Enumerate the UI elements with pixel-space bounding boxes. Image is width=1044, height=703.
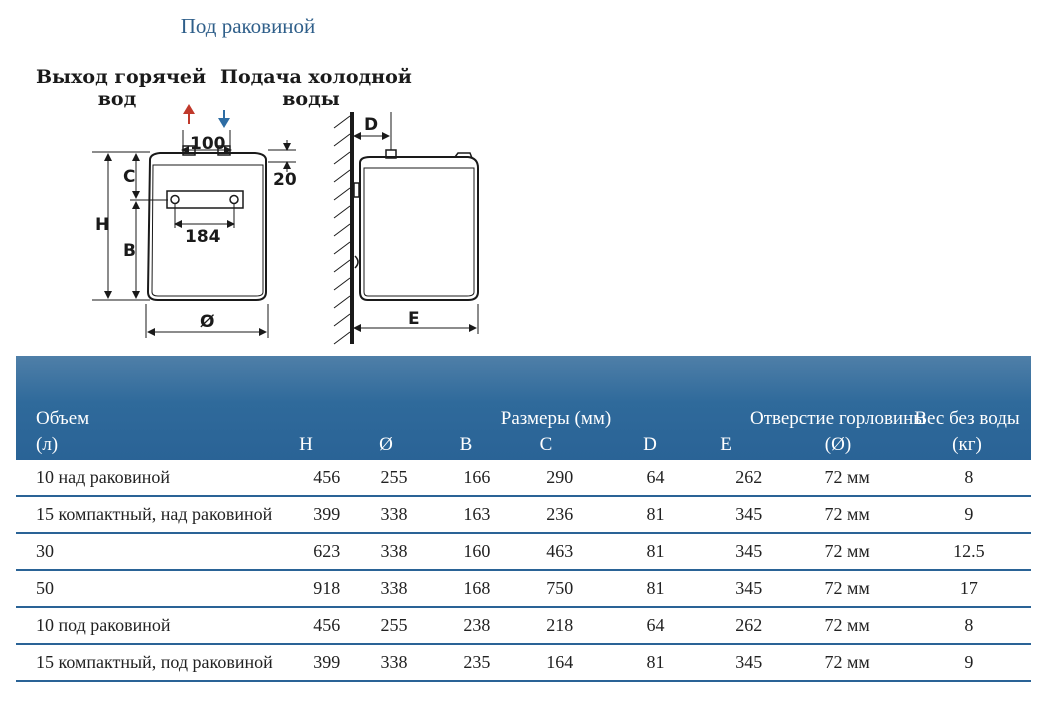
cell-C: 218 (518, 607, 601, 644)
side-tank-outline (360, 157, 478, 300)
header-weight: Вес без воды (914, 408, 1020, 429)
cell-D: 81 (601, 496, 710, 533)
cell-E: 262 (710, 460, 788, 496)
spec-table (16, 460, 1031, 682)
row-name: 30 (16, 533, 301, 570)
cell-H: 399 (301, 644, 353, 681)
cell-neck: 72 мм (788, 533, 907, 570)
side-bracket (354, 183, 359, 197)
bracket-hole-left (171, 196, 179, 204)
cell-E: 262 (710, 607, 788, 644)
cell-weight: 8 (907, 607, 1031, 644)
cell-E: 345 (710, 644, 788, 681)
cell-H: 918 (301, 570, 353, 607)
cell-H: 456 (301, 607, 353, 644)
table-row (16, 570, 1031, 607)
header-neck: Отверстие горловины (749, 408, 927, 429)
cell-weight: 9 (907, 496, 1031, 533)
header-volume: Объем (36, 408, 90, 429)
dim-B: B (123, 241, 136, 261)
header-H: H (299, 434, 313, 455)
header-neck-unit: (Ø) (824, 434, 852, 455)
table-row (16, 533, 1031, 570)
dim-H: H (95, 215, 110, 235)
spec-table-section (16, 356, 1031, 686)
cell-C: 463 (518, 533, 601, 570)
cell-neck: 72 мм (788, 607, 907, 644)
cell-B: 163 (435, 496, 518, 533)
bracket-hole-right (230, 196, 238, 204)
cell-D: 81 (601, 570, 710, 607)
cell-diameter: 338 (353, 533, 436, 570)
cell-weight: 17 (907, 570, 1031, 607)
cell-D: 64 (601, 607, 710, 644)
cell-C: 236 (518, 496, 601, 533)
cell-neck: 72 мм (788, 644, 907, 681)
dim-E: E (408, 309, 420, 329)
header-weight-unit: (кг) (952, 434, 982, 455)
cell-neck: 72 мм (788, 496, 907, 533)
front-view (148, 146, 266, 300)
row-name: 50 (16, 570, 301, 607)
cell-diameter: 338 (353, 644, 436, 681)
dim-spacing-top: 100 (190, 134, 226, 154)
header-dims-group: Размеры (мм) (500, 408, 612, 429)
cell-E: 345 (710, 533, 788, 570)
cell-H: 456 (301, 460, 353, 496)
cell-H: 623 (301, 533, 353, 570)
cell-weight: 8 (907, 460, 1031, 496)
cell-D: 64 (601, 460, 710, 496)
cell-B: 168 (435, 570, 518, 607)
cell-C: 164 (518, 644, 601, 681)
side-view (334, 112, 478, 344)
hot-outlet-label-text: Выход горячей вод (36, 66, 207, 110)
cell-C: 290 (518, 460, 601, 496)
header-C: C (539, 434, 553, 455)
dim-diameter: Ø (200, 312, 215, 332)
dim-D: D (364, 115, 379, 135)
diagram-title: Под раковиной (180, 14, 316, 38)
table-row (16, 460, 1031, 496)
wall-hatch (334, 116, 350, 344)
hot-arrow-head-icon (183, 104, 195, 114)
cell-B: 160 (435, 533, 518, 570)
side-tank-inner (364, 168, 474, 296)
cell-B: 166 (435, 460, 518, 496)
cell-E: 345 (710, 496, 788, 533)
cell-diameter: 338 (353, 496, 436, 533)
table-row (16, 607, 1031, 644)
side-lower-bracket (355, 256, 358, 268)
header-diameter: Ø (379, 434, 393, 455)
table-header-band (16, 356, 1031, 460)
dim-C: C (123, 167, 136, 187)
dimension-drawing (0, 0, 520, 352)
cell-neck: 72 мм (788, 460, 907, 496)
row-name: 15 компактный, под раковиной (16, 644, 301, 681)
cell-weight: 12.5 (907, 533, 1031, 570)
cell-diameter: 255 (353, 460, 436, 496)
cell-B: 238 (435, 607, 518, 644)
header-E: E (720, 434, 732, 455)
header-B: B (459, 434, 473, 455)
cold-inlet-label-text: Подача холодной воды (220, 66, 412, 110)
cell-C: 750 (518, 570, 601, 607)
cell-H: 399 (301, 496, 353, 533)
cell-D: 81 (601, 644, 710, 681)
cell-diameter: 338 (353, 570, 436, 607)
dim-spacing-mid: 184 (185, 227, 221, 247)
cell-weight: 9 (907, 644, 1031, 681)
header-volume-unit: (л) (36, 434, 59, 455)
table-row (16, 496, 1031, 533)
dim-offset: 20 (273, 170, 297, 190)
cell-B: 235 (435, 644, 518, 681)
row-name: 10 под раковиной (16, 607, 301, 644)
row-name: 10 над раковиной (16, 460, 301, 496)
cell-D: 81 (601, 533, 710, 570)
cell-E: 345 (710, 570, 788, 607)
cell-diameter: 255 (353, 607, 436, 644)
table-row (16, 644, 1031, 681)
header-D: D (643, 434, 657, 455)
row-name: 15 компактный, над раковиной (16, 496, 301, 533)
cell-neck: 72 мм (788, 570, 907, 607)
cold-arrow-head-icon (218, 118, 230, 128)
